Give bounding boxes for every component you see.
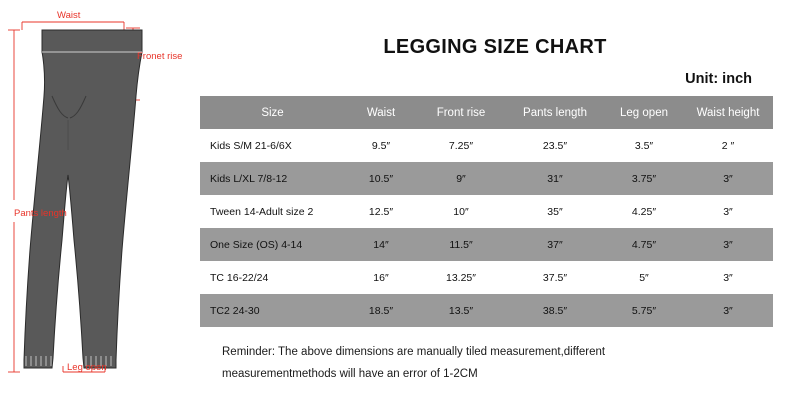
table-row bbox=[200, 162, 773, 195]
cell-waist-height: 3″ bbox=[683, 294, 773, 327]
table-header-row bbox=[200, 96, 773, 129]
cell-pants-length: 37″ bbox=[505, 228, 605, 261]
diagram-label-waist: Waist bbox=[57, 10, 81, 21]
size-chart-table bbox=[200, 96, 773, 327]
column-header-leg-open: Leg open bbox=[605, 96, 683, 129]
cell-front-rise: 13.5″ bbox=[417, 294, 505, 327]
legging-shape bbox=[24, 30, 142, 368]
cell-waist-height: 3″ bbox=[683, 162, 773, 195]
cell-leg-open: 5.75″ bbox=[605, 294, 683, 327]
table-row bbox=[200, 294, 773, 327]
cell-waist: 14″ bbox=[345, 228, 417, 261]
column-header-waist-height: Waist height bbox=[683, 96, 773, 129]
cell-leg-open: 5″ bbox=[605, 261, 683, 294]
cell-waist: 9.5″ bbox=[345, 129, 417, 162]
size-chart-content bbox=[200, 0, 790, 412]
table-row bbox=[200, 261, 773, 294]
reminder-line-2: measurementmethods will have an error of 1-2CM bbox=[222, 368, 478, 381]
diagram-label-front-rise: Fronet rise bbox=[137, 51, 183, 62]
legging-diagram-panel bbox=[0, 0, 200, 412]
cell-waist: 16″ bbox=[345, 261, 417, 294]
diagram-label-pants-length: Pants length bbox=[14, 208, 67, 219]
table-body bbox=[200, 129, 773, 327]
cell-size: Kids S/M 21-6/6X bbox=[200, 129, 345, 162]
cell-front-rise: 11.5″ bbox=[417, 228, 505, 261]
cell-waist-height: 3″ bbox=[683, 195, 773, 228]
table-header bbox=[200, 96, 773, 129]
cell-front-rise: 10″ bbox=[417, 195, 505, 228]
column-header-pants-length: Pants length bbox=[505, 96, 605, 129]
diagram-label-leg-open: Leg open bbox=[67, 362, 107, 373]
cell-size: Tween 14-Adult size 2 bbox=[200, 195, 345, 228]
cell-pants-length: 31″ bbox=[505, 162, 605, 195]
cell-waist: 10.5″ bbox=[345, 162, 417, 195]
column-header-size: Size bbox=[200, 96, 345, 129]
cell-size: One Size (OS) 4-14 bbox=[200, 228, 345, 261]
column-header-waist: Waist bbox=[345, 96, 417, 129]
page-title: LEGGING SIZE CHART bbox=[383, 36, 607, 58]
cell-pants-length: 38.5″ bbox=[505, 294, 605, 327]
cell-waist-height: 2 ″ bbox=[683, 129, 773, 162]
cell-size: TC2 24-30 bbox=[200, 294, 345, 327]
cell-waist: 12.5″ bbox=[345, 195, 417, 228]
cell-front-rise: 13.25″ bbox=[417, 261, 505, 294]
cell-leg-open: 3.5″ bbox=[605, 129, 683, 162]
cell-leg-open: 4.25″ bbox=[605, 195, 683, 228]
table-row bbox=[200, 129, 773, 162]
cell-size: TC 16-22/24 bbox=[200, 261, 345, 294]
cell-waist-height: 3″ bbox=[683, 228, 773, 261]
table-row bbox=[200, 195, 773, 228]
cell-leg-open: 4.75″ bbox=[605, 228, 683, 261]
cell-pants-length: 23.5″ bbox=[505, 129, 605, 162]
cell-waist-height: 3″ bbox=[683, 261, 773, 294]
cell-front-rise: 9″ bbox=[417, 162, 505, 195]
cell-waist: 18.5″ bbox=[345, 294, 417, 327]
column-header-front-rise: Front rise bbox=[417, 96, 505, 129]
cell-pants-length: 35″ bbox=[505, 195, 605, 228]
cell-front-rise: 7.25″ bbox=[417, 129, 505, 162]
cell-leg-open: 3.75″ bbox=[605, 162, 683, 195]
table-row bbox=[200, 228, 773, 261]
reminder-line-1: Reminder: The above dimensions are manually tiled measurement,different bbox=[222, 346, 606, 358]
cell-pants-length: 37.5″ bbox=[505, 261, 605, 294]
cell-size: Kids L/XL 7/8-12 bbox=[200, 162, 345, 195]
reminder-note bbox=[200, 341, 790, 386]
unit-note: Unit: inch bbox=[685, 71, 752, 87]
